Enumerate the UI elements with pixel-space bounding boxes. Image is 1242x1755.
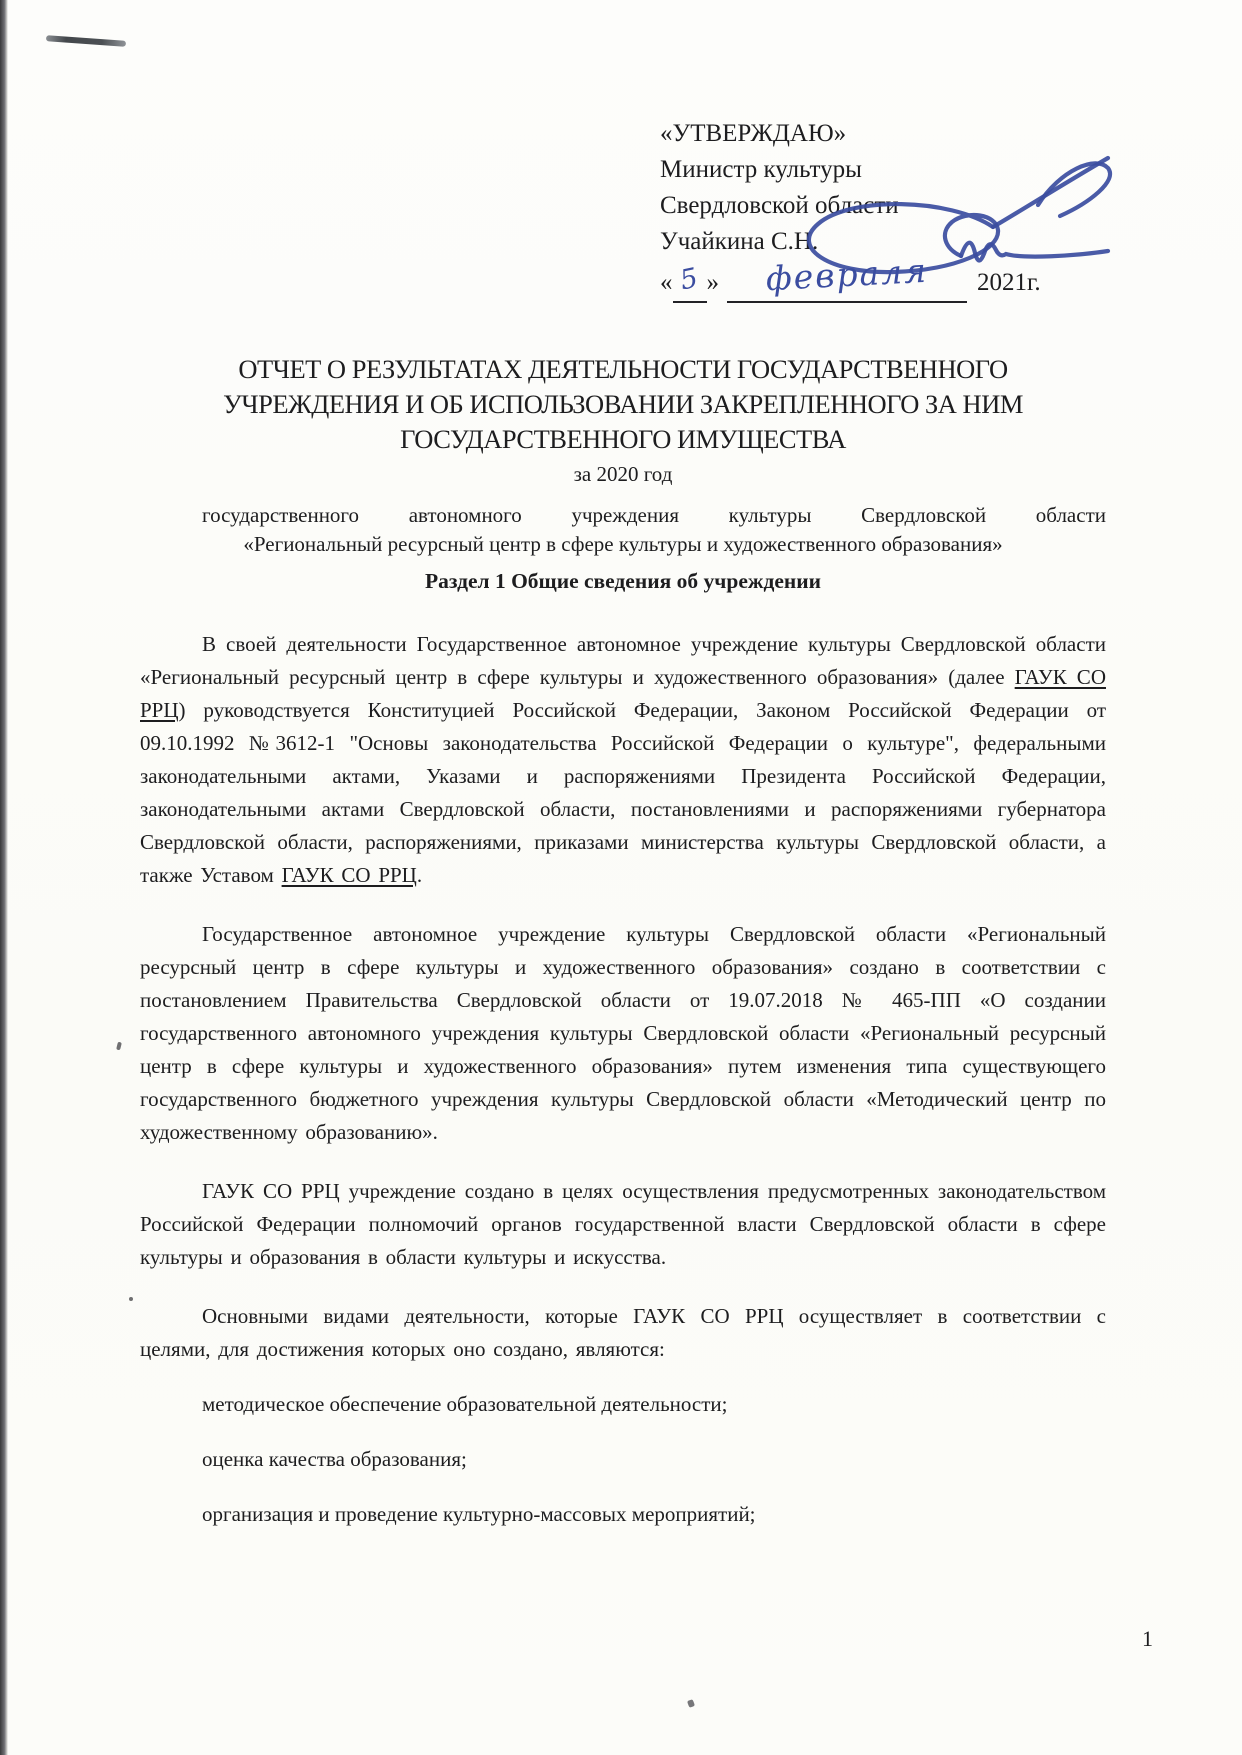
date-day-handwritten: 5	[677, 262, 701, 297]
scan-speck	[116, 1042, 122, 1051]
paragraph-1-text: В своей деятельности Государственное автономное учреждение культуры Свердловской области «Региональный ресурсный центр в сфере культуры и художественного образования» (далее	[140, 632, 1106, 689]
approval-block	[660, 116, 1130, 303]
report-period: за 2020 год	[573, 462, 673, 486]
paragraph-1	[140, 628, 1106, 892]
date-year: 2021г.	[977, 269, 1041, 296]
approval-name: Учайкина С.Н.	[660, 228, 819, 255]
approval-date-line	[660, 250, 1130, 303]
pen-stroke-mark	[46, 35, 126, 47]
approval-stamp: «УТВЕРЖДАЮ»	[660, 120, 847, 147]
scan-speck	[687, 1699, 695, 1708]
paragraph-2: Государственное автономное учреждение культуры Свердловской области «Региональный ресурсный центр в сфере культуры и художественного образования» создано в соответствии с постановлением Правительства Свердловской области от 19.07.2018 № 465-ПП «О создании государственного автономного учреждения культуры Свердловской области «Региональный ресурсный центр в сфере культуры и художественного образования» путем изменения типа существующего государственного бюджетного учреждения культуры Свердловской области «Методический центр по художественному образованию».	[140, 922, 1106, 1144]
paragraph-1-text: .	[416, 863, 423, 887]
organization-name-line: «Региональный ресурсный центр в сфере культуры и художественного образования»	[243, 532, 1003, 556]
abbreviation-gauk-so-rrc: ГАУК СО РРЦ	[281, 863, 417, 887]
report-title-line1: ОТЧЕТ О РЕЗУЛЬТАТАХ ДЕЯТЕЛЬНОСТИ ГОСУДАРСТВЕННОГО	[238, 354, 1008, 384]
scan-edge-shadow	[0, 0, 8, 1755]
section-1-heading: Раздел 1 Общие сведения об учреждении	[424, 569, 822, 593]
scan-speck	[129, 1297, 133, 1301]
date-day-slot	[673, 264, 707, 303]
paragraph-3: ГАУК СО РРЦ учреждение создано в целях осуществления предусмотренных законодательством Российской Федерации полномочий органов государственной власти Свердловской области в сфере культуры и образования в области культуры и искусства.	[140, 1179, 1106, 1269]
approval-position-line2: Свердловской области	[660, 192, 899, 219]
approval-position-line1: Министр культуры	[660, 156, 862, 183]
report-title-block	[140, 352, 1106, 559]
activity-list-item: организация и проведение культурно-массовых мероприятий;	[202, 1502, 756, 1526]
page-number: 1	[1142, 1626, 1153, 1651]
abbreviation-gauk-so-rrc: ГАУК СО РРЦ	[140, 665, 1106, 722]
activity-list-item: методическое обеспечение образовательной деятельности;	[202, 1392, 728, 1416]
paragraph-4: Основными видами деятельности, которые ГАУК СО РРЦ осуществляет в соответствии с целями, для достижения которых оно создано, являются:	[140, 1304, 1106, 1361]
report-title-line3: ГОСУДАРСТВЕННОГО ИМУЩЕСТВА	[400, 424, 846, 454]
date-month-handwritten: февраля	[764, 250, 929, 299]
document-body	[140, 566, 1106, 1531]
date-open-quote: «	[660, 269, 673, 296]
paragraph-1-text: ) руководствуется Конституцией Российской Федерации, Законом Российской Федерации от 09.10.1992 №3612-1 "Основы законодательства Российской Федерации о культуре", федеральными законодательными актами, Указами и распоряжениями Президента Российской Федерации, законодательными актами Свердловской области, постановлениями и распоряжениями губернатора Свердловской области, распоряжениями, приказами министерства культуры Свердловской области, а также Уставом	[140, 698, 1106, 887]
date-month-slot	[727, 250, 967, 303]
organization-type-line: государственного автономного учреждения культуры Свердловской области	[202, 503, 1106, 527]
report-title-line2: УЧРЕЖДЕНИЯ И ОБ ИСПОЛЬЗОВАНИИ ЗАКРЕПЛЕННОГО ЗА НИМ	[223, 389, 1023, 419]
date-close-quote: »	[706, 269, 719, 296]
activity-list-item: оценка качества образования;	[202, 1447, 467, 1471]
